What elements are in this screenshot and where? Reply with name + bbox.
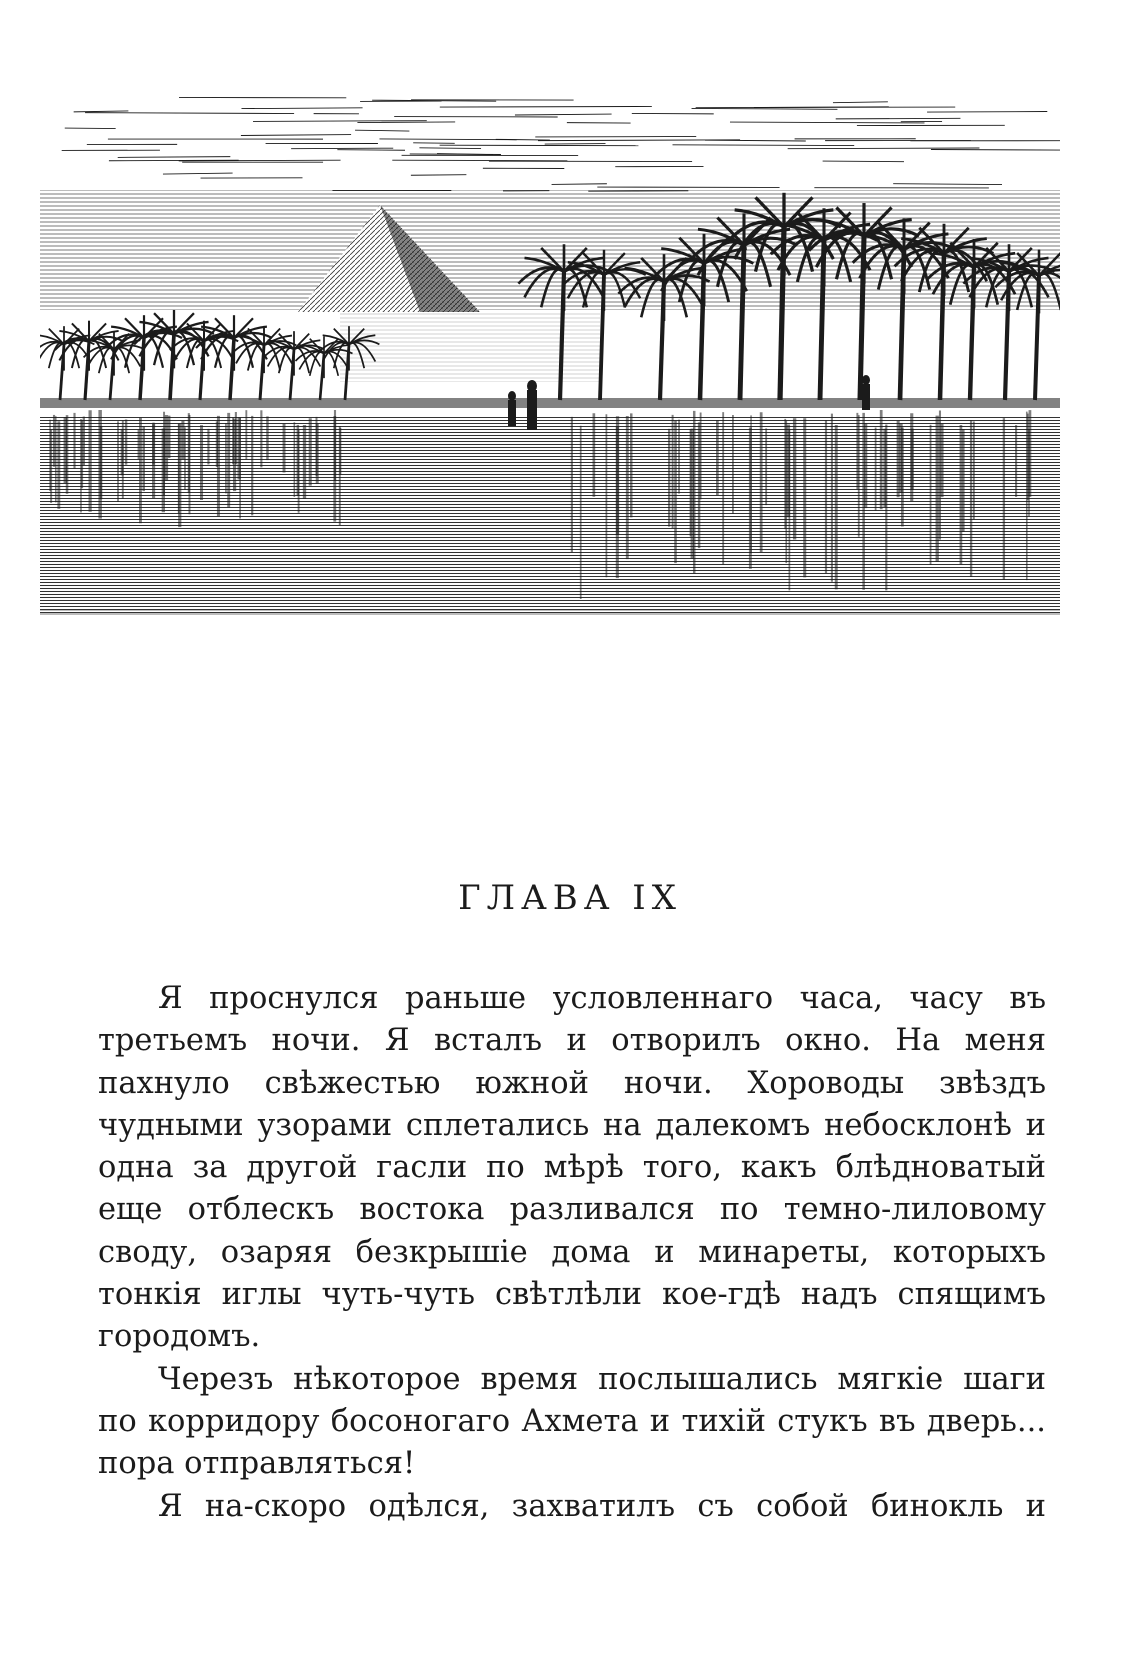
cloud-streak <box>927 112 1047 113</box>
cloud-streak <box>357 122 455 123</box>
cloud-streak <box>85 113 294 114</box>
cloud-streak <box>74 111 129 112</box>
text-line: тонкія иглы чуть-чуть свѣтлѣли кое-гдѣ надъ спящимъ <box>98 1277 1046 1313</box>
text-line: пахнуло свѣжестью южной ночи. Хороводы звѣздъ <box>98 1065 1046 1101</box>
palm-tree <box>264 331 325 400</box>
cloud-streak <box>893 184 1002 185</box>
cloud-streak <box>413 143 455 144</box>
text-line: еще отблескъ востока разливался по темно-лиловому <box>98 1192 1046 1228</box>
text-line: по корридору босоногаго Ахмета и тихій стукъ въ дверь... <box>98 1403 1046 1439</box>
engraving-illustration <box>40 80 1060 640</box>
paragraph <box>98 978 1046 1359</box>
text-line: Я на-скоро одѣлся, захватилъ съ собой бинокль и <box>158 1488 1046 1524</box>
cloud-streak <box>291 148 393 149</box>
cloud-streak <box>730 122 925 123</box>
text-line: чудными узорами сплетались на далекомъ небосклонѣ и <box>98 1107 1046 1143</box>
sky-clouds <box>62 97 1060 191</box>
water-edge <box>40 610 1060 616</box>
text-line: третьемъ ночи. Я всталъ и отворилъ окно. На меня <box>98 1023 1046 1059</box>
palm-tree <box>232 326 297 400</box>
cloud-streak <box>355 130 409 131</box>
cloud-streak <box>515 114 612 115</box>
text-line: городомъ. <box>98 1319 261 1355</box>
cloud-streak <box>836 118 961 119</box>
water <box>40 415 1060 615</box>
cloud-streak <box>673 145 855 146</box>
shore-line <box>40 398 1060 408</box>
paragraph <box>98 1486 1046 1528</box>
cloud-streak <box>241 135 351 136</box>
cloud-streak <box>692 108 838 109</box>
cloud-streak <box>440 106 652 107</box>
cloud-streak <box>118 157 231 158</box>
cloud-streak <box>411 175 467 176</box>
cloud-streak <box>241 108 362 109</box>
chapter-heading: ГЛАВА IX <box>458 878 682 918</box>
text-line: одна за другой гасли по мѣрѣ того, какъ блѣдноватый <box>98 1150 1046 1186</box>
cloud-streak <box>823 161 904 162</box>
sky-band <box>40 190 1060 310</box>
cloud-streak <box>392 160 567 161</box>
cloud-streak <box>833 102 888 103</box>
cloud-streak <box>163 173 233 174</box>
cloud-streak <box>253 121 427 122</box>
text-line: Черезъ нѣкоторое время послышались мягкіе шаги <box>158 1361 1046 1397</box>
cloud-streak <box>419 148 481 149</box>
cloud-streak <box>545 144 606 145</box>
text-line: пора отправляться! <box>98 1446 416 1482</box>
cloud-streak <box>552 184 607 185</box>
chapter-text <box>98 978 1046 1528</box>
cloud-streak <box>337 150 405 151</box>
paragraph <box>98 1359 1046 1486</box>
text-line: Я проснулся раньше условленнаго часа, часу въ <box>158 981 1046 1016</box>
text-line: своду, озаряя безкрышіе дома и минареты, которыхъ <box>98 1234 1046 1270</box>
cloud-streak <box>931 150 1060 151</box>
cloud-streak <box>788 148 980 149</box>
